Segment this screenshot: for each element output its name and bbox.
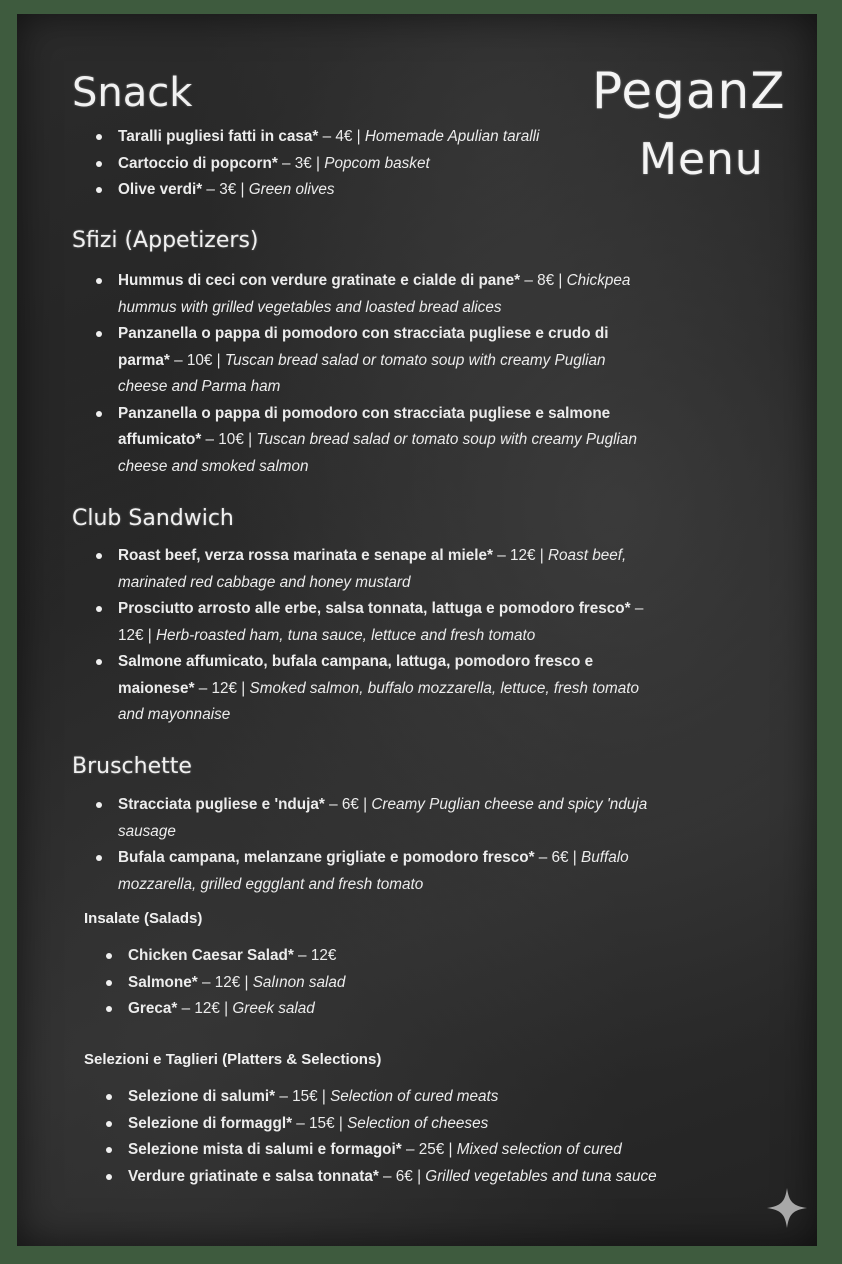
menu-title-line2: Menu	[639, 134, 764, 185]
menu-item-price: – 8€ |	[520, 272, 567, 289]
menu-item	[128, 970, 648, 997]
menu-item-translation: Tuscan bread salad or tomato soup with creamy Puglian cheese and smoked salmon	[118, 431, 637, 475]
menu-item-price: – 3€ |	[202, 181, 249, 198]
menu-item-price: – 15€ |	[292, 1114, 348, 1132]
bruschette-list	[118, 792, 648, 898]
menu-item-name: Prosciutto arrosto alle erbe, salsa tonnata, lattuga e pomodoro fresco*	[118, 600, 631, 617]
menu-item-translation: Herb-roasted ham, tuna sauce, lettuce and fresh tomato	[156, 626, 536, 644]
menu-item	[118, 321, 638, 401]
section-title-snack: Snack	[72, 70, 193, 116]
menu-item-translation: Homemade Apulian taralli	[364, 128, 540, 145]
section-title-bruschette: Bruschette	[72, 754, 192, 779]
platters-list	[128, 1084, 668, 1190]
menu-item	[128, 996, 648, 1023]
menu-item	[128, 1111, 668, 1138]
menu-item-translation: Grilled vegetables and tuna sauce	[425, 1167, 657, 1185]
menu-item-price: – 6€ |	[324, 796, 372, 813]
menu-item	[118, 792, 648, 845]
menu-item-price: – 10€ |	[169, 351, 225, 369]
menu-item-translation: Greek salad	[232, 1000, 315, 1017]
menu-item-name: Selezione di formaggl*	[128, 1114, 293, 1132]
menu-item	[118, 649, 648, 729]
section-title-platters: Selezioni e Taglieri (Platters & Selections)	[84, 1051, 382, 1068]
menu-item-price: – 6€ |	[534, 849, 582, 866]
menu-item-price: – 12€	[293, 947, 337, 964]
menu-item	[118, 177, 658, 204]
menu-item	[118, 401, 638, 481]
menu-item	[128, 1164, 668, 1191]
salads-list	[128, 943, 648, 1023]
menu-item-name: Hummus di ceci con verdure gratinate e cialde di pane*	[118, 272, 521, 289]
menu-item	[128, 1137, 668, 1164]
menu-item-translation: Smoked salmon, buffalo mozzarella, lettuce, fresh tomato and mayonnaise	[118, 679, 639, 723]
chalkboard	[17, 14, 817, 1246]
menu-item	[118, 596, 648, 649]
menu-item-name: Panzanella o pappa di pomodoro con stracciata pugliese e crudo di parma*	[118, 325, 609, 369]
menu-item-translation: Buffalo mozzarella, grilled eggglant and fresh tomato	[118, 849, 629, 893]
menu-item	[118, 845, 648, 898]
menu-item-translation: Green olives	[248, 181, 335, 198]
menu-item	[128, 1084, 668, 1111]
menu-item-name: Verdure griatinate e salsa tonnata*	[128, 1167, 379, 1185]
menu-item	[118, 268, 638, 321]
menu-item-name: Taralli pugliesi fatti in casa*	[118, 128, 319, 145]
menu-item-translation: Roast beef, marinated red cabbage and honey mustard	[118, 547, 627, 591]
menu-item-name: Olive verdi*	[118, 181, 203, 198]
menu-item-name: Stracciata pugliese e 'nduja*	[118, 796, 325, 813]
menu-item-price: – 12€ |	[118, 600, 644, 644]
menu-item-price: – 6€ |	[378, 1167, 426, 1185]
menu-item-price: – 12€ |	[492, 547, 548, 564]
menu-item-name: Selezione mista di salumi e formagoi*	[128, 1141, 402, 1158]
menu-item	[118, 124, 658, 151]
menu-item-name: Panzanella o pappa di pomodoro con stracciata pugliese e salmone affumicato*	[118, 404, 611, 448]
section-title-club-sandwich: Club Sandwich	[72, 506, 234, 531]
menu-item-name: Chicken Caesar Salad*	[128, 947, 294, 964]
menu-item-name: Roast beef, verza rossa marinata e senape al miele*	[118, 547, 493, 564]
menu-item	[128, 943, 648, 970]
menu-item-price: – 12€ |	[177, 1000, 233, 1017]
menu-item-translation: Salınon salad	[252, 973, 346, 991]
appetizers-list	[118, 268, 638, 480]
snack-list	[118, 124, 658, 204]
section-title-appetizers: Sfizi (Appetizers)	[72, 228, 259, 253]
menu-item-price: – 12€ |	[194, 679, 250, 697]
menu-item-translation: Tuscan bread salad or tomato soup with creamy Puglian cheese and Parma ham	[118, 351, 606, 395]
menu-item	[118, 543, 648, 596]
menu-item	[118, 151, 658, 178]
menu-item-price: – 3€ |	[277, 154, 325, 172]
menu-item-name: Salmone*	[128, 973, 198, 991]
menu-item-price: – 15€ |	[275, 1088, 331, 1105]
menu-item-name: Cartoccio di popcorn*	[118, 154, 278, 172]
menu-item-name: Salmone affumicato, bufala campana, lattuga, pomodoro fresco e maionese*	[118, 653, 594, 697]
menu-item-name: Selezione di salumi*	[128, 1088, 276, 1105]
section-title-salads: Insalate (Salads)	[84, 910, 203, 927]
menu-item-translation: Selection of cured meats	[330, 1088, 499, 1105]
menu-item-price: – 25€ |	[401, 1141, 457, 1158]
menu-item-translation: Selection of cheeses	[347, 1114, 489, 1132]
sparkle-icon	[765, 1186, 809, 1230]
menu-item-price: – 4€ |	[318, 128, 365, 145]
menu-item-name: Bufala campana, melanzane grigliate e pomodoro fresco*	[118, 849, 535, 866]
menu-item-translation: Creamy Puglian cheese and spicy 'nduja sausage	[118, 796, 648, 840]
menu-item-price: – 10€ |	[201, 431, 257, 448]
club-sandwich-list	[118, 543, 648, 729]
menu-item-translation: Mixed selection of cured	[456, 1141, 622, 1158]
menu-item-translation: Popcom basket	[324, 154, 430, 172]
menu-title-line1: PeganZ	[592, 62, 786, 120]
menu-item-name: Greca*	[128, 1000, 178, 1017]
menu-item-translation: Chickpea hummus with grilled vegetables and loasted bread alices	[118, 272, 631, 316]
menu-item-price: – 12€ |	[197, 973, 253, 991]
